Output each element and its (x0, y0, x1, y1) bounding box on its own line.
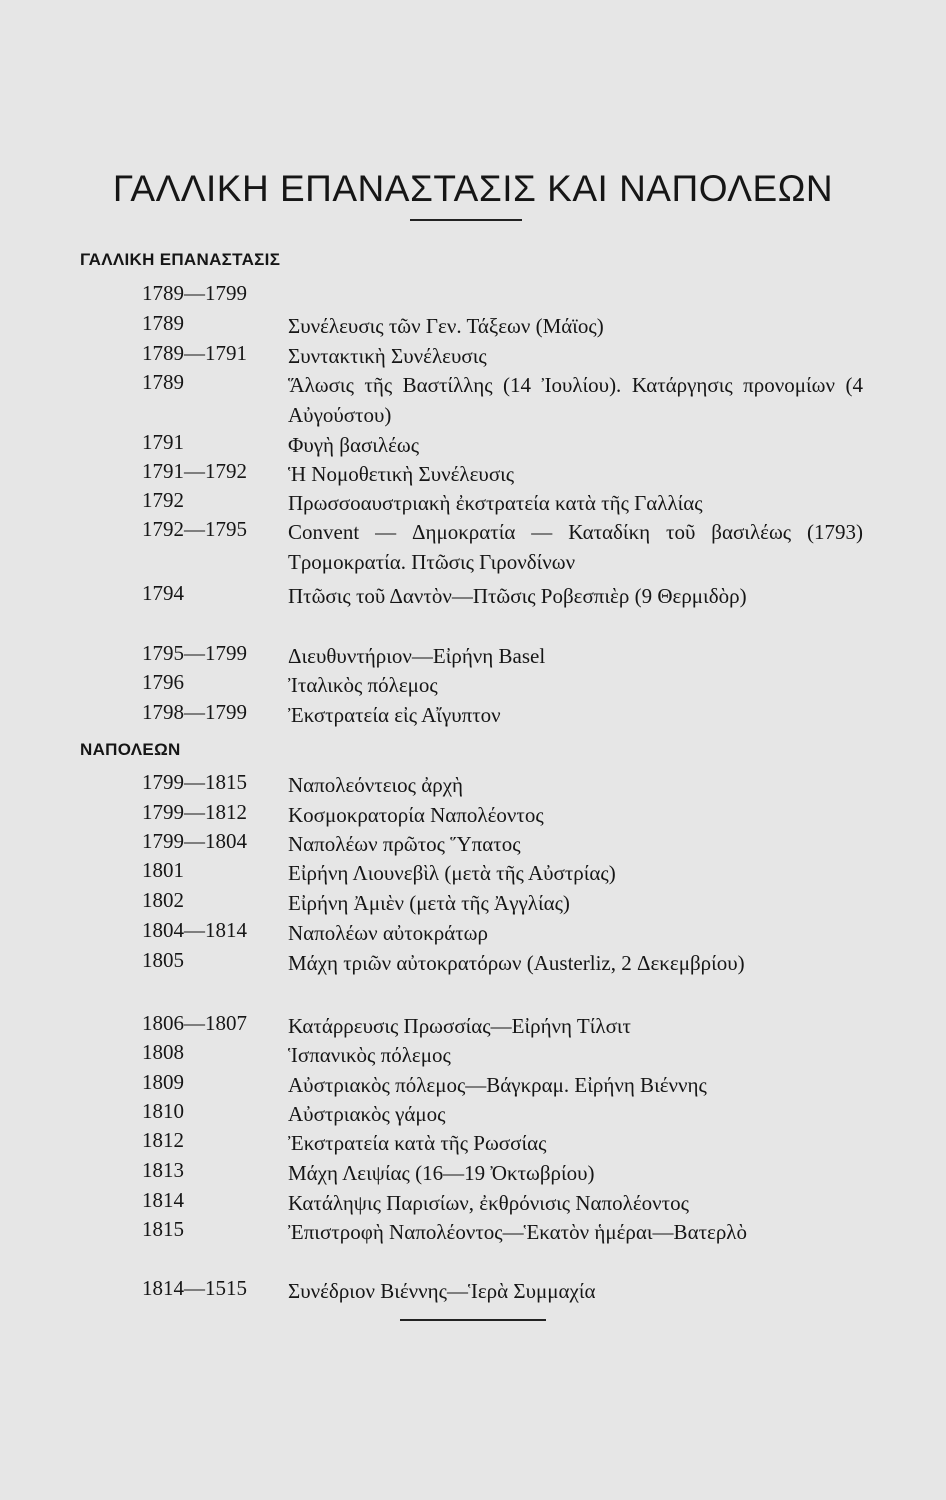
timeline-row (0, 1217, 946, 1247)
timeline-date: 1792 (142, 488, 184, 512)
timeline-row (0, 488, 946, 518)
timeline-row (0, 1099, 946, 1129)
timeline-row (0, 517, 946, 574)
timeline-row (0, 1276, 946, 1306)
timeline-description: Συνέδριον Βιέννης—Ἱερὰ Συμμαχία (288, 1279, 596, 1303)
timeline-row (0, 829, 946, 859)
timeline-description: Συνέλευσις τῶν Γεν. Τάξεων (Μάϊος) (288, 314, 604, 338)
timeline-description: Ἰταλικὸς πόλεμος (288, 673, 438, 697)
timeline-description: Διευθυντήριον—Εἰρήνη Basel (288, 644, 546, 668)
timeline-description: Πτῶσις τοῦ Δαντὸν—Πτῶσις Ροβεσπιὲρ (9 Θερμιδὸρ) (288, 584, 747, 608)
timeline-row (0, 341, 946, 371)
timeline-row (0, 888, 946, 918)
timeline-date: 1791—1792 (142, 459, 247, 483)
timeline-description: Αὐστριακὸς πόλεμος—Βάγκραμ. Εἰρήνη Βιέννης (288, 1073, 707, 1097)
timeline-description: Κατάληψις Παρισίων, ἐκθρόνισις Ναπολέοντος (288, 1191, 689, 1215)
timeline-row (0, 370, 946, 427)
timeline-date: 1799—1804 (142, 829, 247, 853)
timeline-description: Ἐπιστροφὴ Ναπολέοντος—Ἑκατὸν ἡμέραι—Βατερλὸ (288, 1220, 747, 1244)
timeline-date: 1813 (142, 1158, 184, 1182)
timeline-description: Ναπολεόντειος ἀρχὴ (288, 773, 464, 797)
timeline-description: Συντακτικὴ Συνέλευσις (288, 344, 487, 368)
timeline-description: Ναπολέων αὐτοκράτωρ (288, 921, 488, 945)
timeline-description: Κοσμοκρατορία Ναπολέοντος (288, 803, 544, 827)
timeline-date: 1791 (142, 430, 184, 454)
timeline-description: Μάχη τριῶν αὐτοκρατόρων (Austerliz, 2 Δεκεμβρίου) (288, 951, 745, 975)
title-divider (410, 219, 522, 221)
timeline-date: 1804—1814 (142, 918, 247, 942)
timeline-row (0, 281, 946, 311)
timeline-row (0, 918, 946, 948)
timeline-row (0, 1128, 946, 1158)
timeline-date: 1795—1799 (142, 641, 247, 665)
timeline-date: 1801 (142, 858, 184, 882)
timeline-row (0, 1188, 946, 1218)
timeline-date: 1789 (142, 311, 184, 335)
page-title: ΓΑΛΛΙΚΗ ΕΠΑΝΑΣΤΑΣΙΣ ΚΑΙ ΝΑΠΟΛΕΩΝ (112, 168, 834, 209)
timeline-description: Ναπολέων πρῶτος Ὕπατος (288, 832, 521, 856)
timeline-description: Κατάρρευσις Πρωσσίας—Εἰρήνη Τίλσιτ (288, 1014, 631, 1038)
timeline-description: Ἅλωσις τῆς Βαστίλλης (14 Ἰουλίου). Κατάργησις προνομίων (4 Αὐγούστου) (288, 373, 863, 427)
timeline-date: 1802 (142, 888, 184, 912)
timeline-description: Εἰρήνη Ἀμιὲν (μετὰ τῆς Ἀγγλίας) (288, 891, 570, 915)
timeline-description: Ἐκστρατεία κατὰ τῆς Ρωσσίας (288, 1131, 547, 1155)
timeline-date: 1789—1791 (142, 341, 247, 365)
timeline-row (0, 641, 946, 671)
timeline-row (0, 459, 946, 489)
timeline-description: Ἱσπανικὸς πόλεμος (288, 1043, 451, 1067)
timeline-row (0, 1158, 946, 1188)
timeline-date: 1809 (142, 1070, 184, 1094)
timeline-date: 1792—1795 (142, 517, 247, 541)
timeline-row (0, 1070, 946, 1100)
section-heading-napoleon: ΝΑΠΟΛΕΩΝ (80, 740, 181, 759)
timeline-description: Πρωσσοαυστριακὴ ἐκστρατεία κατὰ τῆς Γαλλίας (288, 491, 703, 515)
timeline-date: 1789 (142, 370, 184, 394)
timeline-row (0, 1040, 946, 1070)
timeline-row (0, 1011, 946, 1041)
timeline-date: 1799—1815 (142, 770, 247, 794)
timeline-date: 1796 (142, 670, 184, 694)
timeline-row (0, 670, 946, 700)
timeline-description: Ἡ Νομοθετικὴ Συνέλευσις (288, 462, 515, 486)
timeline-date: 1799—1812 (142, 800, 247, 824)
timeline-date: 1806—1807 (142, 1011, 247, 1035)
timeline-date: 1814 (142, 1188, 184, 1212)
timeline-row (0, 770, 946, 800)
timeline-date: 1808 (142, 1040, 184, 1064)
timeline-description: Convent — Δημοκρατία — Καταδίκη τοῦ βασιλέως (1793) Τρομοκρατία. Πτῶσις Γιρονδίνων (288, 520, 863, 574)
timeline-row (0, 311, 946, 341)
timeline-row (0, 581, 946, 611)
timeline-date: 1815 (142, 1217, 184, 1241)
timeline-date: 1812 (142, 1128, 184, 1152)
timeline-description: Ἐκστρατεία εἰς Αἴγυπτον (288, 703, 501, 727)
timeline-date: 1789—1799 (142, 281, 247, 305)
timeline-date: 1798—1799 (142, 700, 247, 724)
bottom-divider (400, 1319, 546, 1321)
timeline-row (0, 430, 946, 460)
timeline-date: 1794 (142, 581, 184, 605)
section-heading-revolution: ΓΑΛΛΙΚΗ ΕΠΑΝΑΣΤΑΣΙΣ (80, 250, 281, 269)
timeline-row (0, 858, 946, 888)
timeline-description: Αὐστριακὸς γάμος (288, 1102, 446, 1126)
timeline-date: 1805 (142, 948, 184, 972)
timeline-date: 1814—1515 (142, 1276, 247, 1300)
timeline-row (0, 800, 946, 830)
timeline-description: Μάχη Λειψίας (16—19 Ὀκτωβρίου) (288, 1161, 595, 1185)
timeline-row (0, 948, 946, 978)
timeline-row (0, 700, 946, 730)
timeline-date: 1810 (142, 1099, 184, 1123)
timeline-description: Φυγὴ βασιλέως (288, 433, 420, 457)
timeline-description: Εἰρήνη Λιουνεβὶλ (μετὰ τῆς Αὐστρίας) (288, 861, 616, 885)
